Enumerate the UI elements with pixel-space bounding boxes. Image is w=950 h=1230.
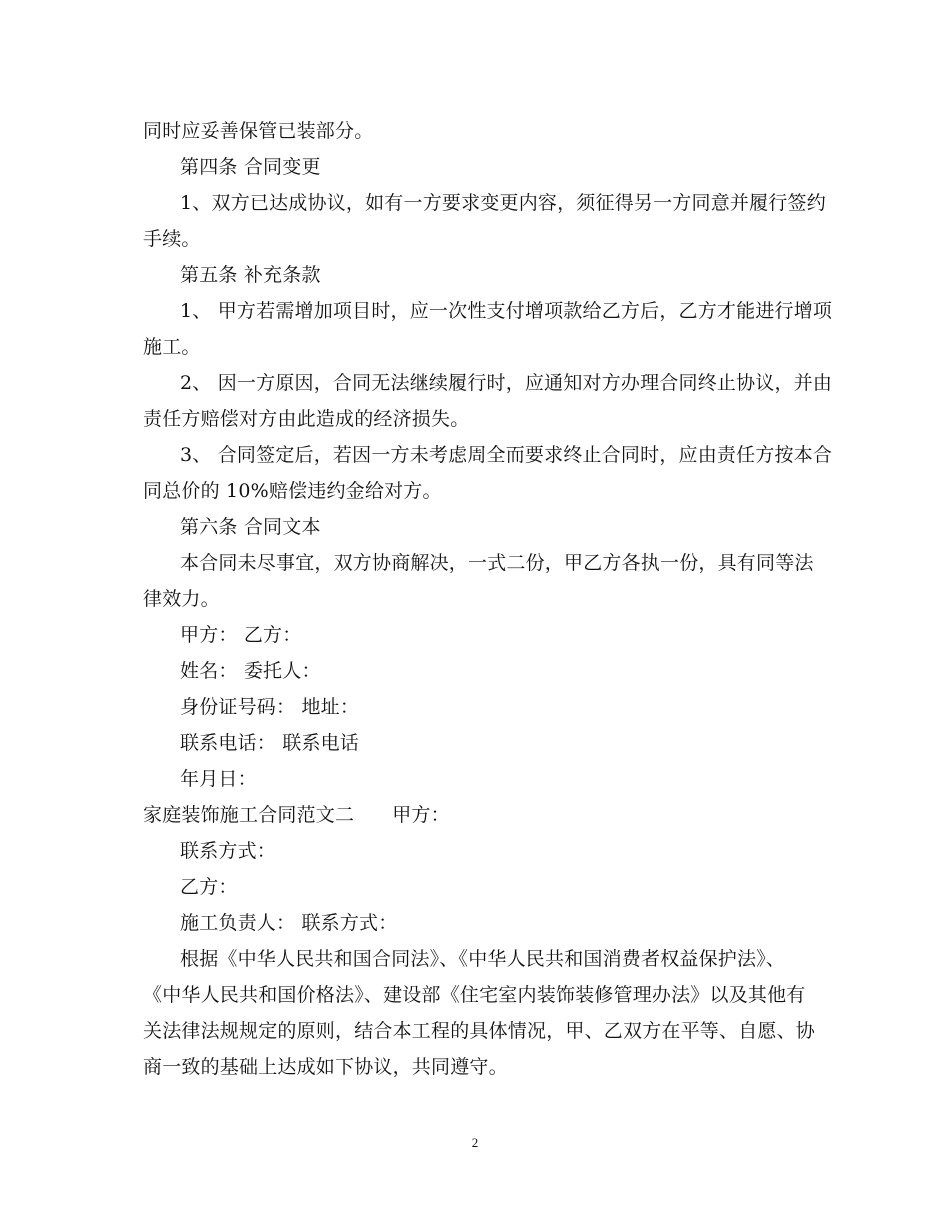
body-line: 同总价的 10%赔偿违约金给对方。 — [143, 480, 442, 502]
body-line: 同时应妥善保管已装部分。 — [143, 120, 374, 142]
construction-manager-line: 施工负责人： 联系方式： — [180, 912, 398, 934]
party-a-label: 甲方： — [392, 804, 450, 826]
signature-date-line: 年月日： — [180, 768, 257, 790]
body-line: 商一致的基础上达成如下协议，共同遵守。 — [143, 1056, 508, 1078]
section-heading-article-4: 第四条 合同变更 — [180, 156, 321, 178]
signature-id-line: 身份证号码： 地址： — [180, 696, 360, 718]
body-line: 关法律法规规定的原则，结合本工程的具体情况，甲、乙双方在平等、自愿、协 — [143, 1020, 816, 1042]
signature-party-line: 甲方： 乙方： — [180, 624, 302, 646]
second-contract-title-line — [143, 797, 813, 833]
body-line: 本合同未尽事宜，双方协商解决，一式二份，甲乙方各执一份，具有同等法 — [180, 552, 814, 574]
body-line: 1、双方已达成协议，如有一方要求变更内容，须征得另一方同意并履行签约 — [180, 192, 826, 214]
signature-phone-line: 联系电话： 联系电话 — [180, 732, 360, 754]
body-line: 1、 甲方若需增加项目时，应一次性支付增项款给乙方后，乙方才能进行增项 — [180, 300, 833, 322]
body-line: 《中华人民共和国价格法》、建设部《住宅室内装饰装修管理办法》以及其他有 — [143, 984, 806, 1006]
body-line: 施工。 — [143, 336, 201, 358]
body-line: 律效力。 — [143, 588, 220, 610]
party-a-contact-line: 联系方式： — [180, 840, 277, 862]
body-line: 3、 合同签定后，若因一方未考虑周全而要求终止合同时，应由责任方按本合 — [180, 444, 833, 466]
body-line: 2、 因一方原因，合同无法继续履行时，应通知对方办理合同终止协议，并由 — [180, 372, 833, 394]
body-line: 根据《中华人民共和国合同法》、《中华人民共和国消费者权益保护法》、 — [180, 948, 786, 970]
party-b-line: 乙方： — [180, 876, 238, 898]
body-line: 责任方赔偿对方由此造成的经济损失。 — [143, 408, 470, 430]
document-body — [143, 113, 833, 1085]
signature-name-line: 姓名： 委托人： — [180, 660, 321, 682]
body-line: 手续。 — [143, 228, 201, 250]
section-heading-article-6: 第六条 合同文本 — [180, 516, 321, 538]
page-number: 2 — [471, 1135, 479, 1150]
section-heading-article-5: 第五条 补充条款 — [180, 264, 321, 286]
second-contract-title: 家庭装饰施工合同范文二 — [143, 804, 355, 826]
